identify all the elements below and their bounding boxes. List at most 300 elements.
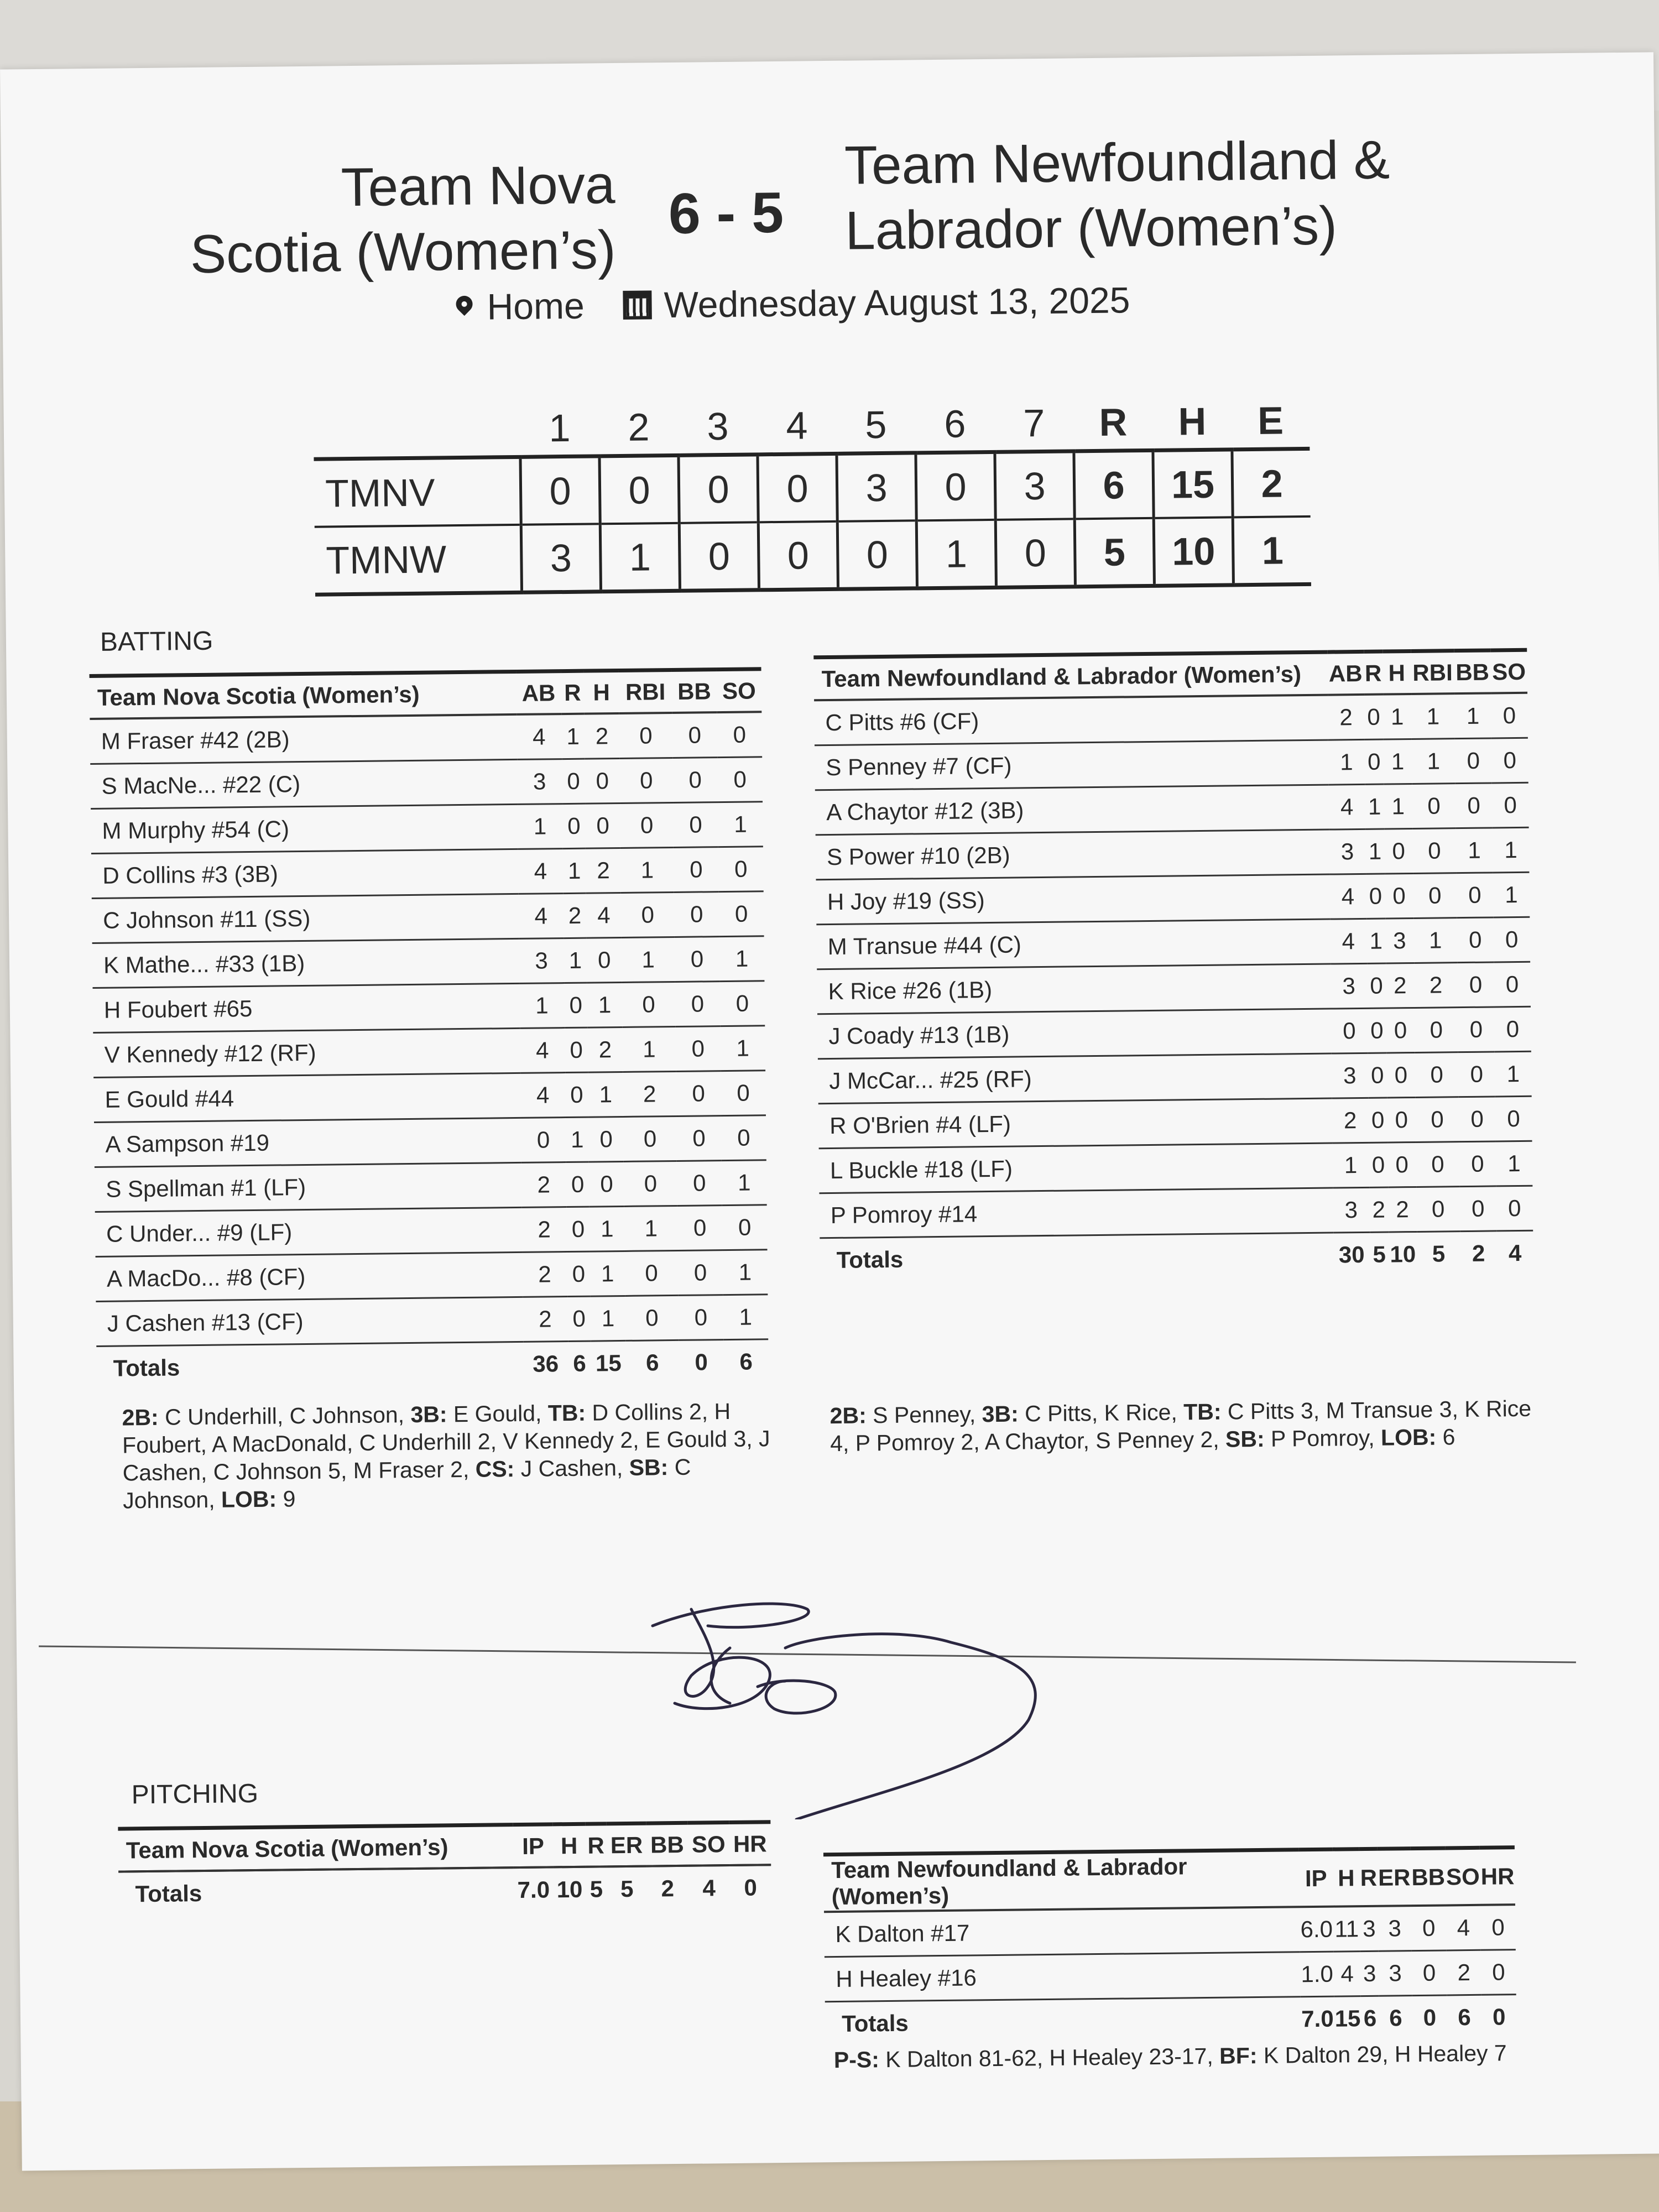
inning-runs: 0 [679,522,759,591]
column-header: R [1364,651,1383,695]
stat-cell: 2 [1388,1187,1417,1232]
player-name: M Murphy #54 (C) [91,804,518,853]
column-header: H [584,671,619,714]
stat-cell: 0 [1457,917,1494,963]
stat-cell: 1 [590,1251,625,1296]
column-header: AB [516,671,561,714]
table-row [92,981,765,1033]
stat-cell: 3 [1378,1906,1412,1951]
player-name: S Spellman #1 (LF) [95,1162,521,1212]
player-name: V Kennedy #12 (RF) [93,1028,520,1077]
totals-cell: 7.0 [1301,2005,1334,2032]
stat-cell: 0 [1495,1096,1532,1141]
stat-cell: 0 [719,981,765,1026]
pitching-table-home [118,1820,771,1916]
column-header: HR [1480,1848,1515,1905]
stat-cell: 0 [1413,873,1457,919]
inning-header: 7 [1022,401,1045,445]
stat-cell: 1 [718,802,763,847]
location-pin-icon [456,296,472,318]
totals-cell: 7.0 [517,1876,550,1903]
column-header: AB [1327,651,1364,695]
table-row [816,917,1530,969]
stat-cell: 1 [519,983,565,1029]
stat-cell: 2 [1328,695,1365,740]
note-key: TB: [547,1400,586,1426]
scoresheet-page [0,52,1659,2171]
player-name: P Pomroy #14 [819,1188,1333,1238]
stat-cell: 1 [719,936,765,982]
stat-cell: 0 [562,759,586,804]
table-row [93,1026,765,1078]
column-header: H [553,1824,586,1867]
stat-cell: 3 [1360,1951,1379,1996]
table-row [90,757,763,809]
stat-cell: 0 [1412,784,1456,829]
calendar-icon [623,290,652,320]
stat-cell: 3 [1333,1187,1370,1233]
inning-runs: 0 [758,453,837,522]
totals-cell: 0 [695,1349,708,1375]
stat-cell: 1.0 [1300,1952,1334,1997]
batting-notes-home [122,1397,775,1514]
column-header: SO [1490,650,1527,693]
line-score-r: 6 [1074,450,1154,519]
totals-label: Totals [841,2010,909,2037]
stat-header-row [813,650,1527,700]
stat-cell: 0 [718,847,764,892]
stat-cell: 0 [1458,1052,1495,1097]
stat-cell: 1 [1366,919,1386,963]
stat-cell: 3 [1360,1906,1378,1952]
table-row [95,1205,768,1257]
inning-header: 5 [865,403,887,446]
inning-header: 3 [707,404,729,448]
totals-row [825,1995,1517,2046]
totals-cell: 10 [556,1876,583,1903]
totals-cell: 5 [1432,1240,1446,1267]
away-team-name: Team Newfoundland & Labrador (Women’s) [844,129,1390,261]
note-key: 2B: [122,1404,159,1431]
table-row [817,1006,1531,1059]
stat-cell: 0 [1364,695,1384,740]
totals-label: Totals [113,1354,180,1381]
stat-cell: 0 [1459,1186,1496,1232]
line-score-row [315,517,1311,594]
totals-cell: 5 [1373,1241,1386,1267]
player-name: H Joy #19 (SS) [816,874,1330,925]
column-header: BB [672,670,717,713]
stat-cell: 0 [675,937,720,982]
stat-cell: 0 [677,1161,722,1206]
stat-cell: 1 [1456,828,1493,873]
note-key: BF: [1219,2043,1258,2069]
stat-cell: 0 [674,847,719,893]
stat-cell: 1 [1384,784,1412,829]
inning-runs: 0 [995,519,1075,587]
stat-cell: 4 [1330,919,1367,964]
stat-cell: 0 [1415,1097,1459,1142]
table-row [824,1905,1516,1957]
column-header: R [1359,1849,1378,1906]
batting-table-home [90,667,769,1390]
stat-cell: 11 [1333,1906,1361,1952]
stat-header-row [118,1822,771,1872]
stat-cell: 1 [1413,918,1457,963]
stat-cell: 0 [564,983,588,1027]
table-row [819,1186,1533,1238]
stat-cell: 1 [1493,872,1530,917]
column-header: R [561,671,585,714]
stat-header-row [823,1848,1515,1912]
stat-cell: 0 [623,1116,677,1161]
player-name: C Under... #9 (LF) [95,1207,522,1256]
stat-cell: 4 [1446,1905,1481,1950]
stat-cell: 0 [621,892,675,937]
stat-cell: 0 [565,1072,589,1117]
stat-cell: 2 [588,1027,623,1072]
line-score-r: 5 [1074,518,1154,587]
table-row [91,802,763,854]
totals-cell: 6 [1363,2005,1377,2032]
inning-header: H [1178,399,1207,443]
stat-cell: 1 [589,1206,625,1251]
stat-cell: 0 [722,1205,768,1250]
stat-cell: 4 [586,893,622,938]
column-header: SO [717,669,762,712]
stat-cell: 3 [1331,963,1368,1009]
batting-table-away [813,648,1533,1282]
stat-cell: 0 [1367,963,1386,1008]
column-header: R [585,1824,607,1867]
totals-cell: 4 [1508,1239,1522,1266]
inning-runs: 0 [599,455,679,524]
stat-cell: 4 [518,894,564,939]
stat-cell: 0 [619,758,673,803]
stat-cell: 0 [721,1071,766,1116]
stat-cell: 0 [585,803,620,848]
inning-header: R [1099,400,1128,444]
totals-cell: 5 [589,1876,603,1902]
column-header: IP [513,1824,554,1867]
column-header: HR [729,1822,771,1865]
stat-cell: 4 [1328,784,1365,830]
note-key: 2B: [830,1402,867,1429]
stat-cell: 0 [721,1115,766,1161]
stat-cell: 3 [1331,1053,1368,1098]
line-score-row [314,448,1310,526]
stat-cell: 3 [517,759,562,805]
pitching-table-away [823,1845,1517,2046]
game-meta [456,279,1130,328]
inning-header: 4 [786,403,808,447]
final-score: 6 - 5 [668,180,784,247]
table-row [91,847,764,899]
team-header: Team Nova Scotia (Women’s) [118,1825,513,1872]
inning-runs: 1 [600,523,680,592]
stat-header-row [90,669,762,719]
stat-cell: 1 [562,848,586,893]
stat-cell: 0 [620,802,674,848]
stat-cell: 0 [1458,1007,1495,1052]
stat-cell: 1 [1496,1141,1533,1186]
stat-cell: 0 [1496,1186,1533,1231]
totals-cell: 2 [661,1875,675,1902]
stat-cell: 0 [1415,1008,1458,1053]
stat-cell: 1 [622,1026,676,1072]
stat-cell: 0 [1480,1905,1516,1950]
stat-cell: 0 [565,1027,588,1072]
stat-cell: 0 [678,1250,723,1296]
player-name: S Penney #7 (CF) [815,740,1328,790]
stat-cell: 1 [1493,827,1530,873]
team-header: Team Nova Scotia (Women’s) [90,671,517,719]
stat-cell: 0 [676,1116,722,1161]
stat-cell: 0 [1459,1097,1496,1142]
stat-cell: 0 [1331,1008,1368,1053]
stat-cell: 0 [672,712,717,758]
team-header: Team Newfoundland & Labrador (Women’s) [823,1850,1300,1912]
stat-cell: 0 [674,892,719,937]
note-key: SB: [629,1454,669,1480]
table-row [95,1160,767,1212]
note-value: 9 [276,1486,296,1512]
line-score-e: 1 [1233,517,1311,585]
inning-header: E [1257,398,1284,442]
stat-cell: 0 [1412,828,1456,874]
stat-cell: 4 [520,1073,566,1118]
stat-cell: 3 [519,938,564,984]
line-score-team: TMNW [315,525,522,594]
stat-cell: 0 [1494,962,1531,1007]
note-value: C Underhill, C Johnson, [158,1402,411,1430]
player-name: K Dalton #17 [824,1907,1300,1957]
stat-cell: 1 [518,804,563,849]
stat-cell: 1 [1495,1051,1532,1097]
stat-cell: 2 [585,713,620,759]
stat-cell: 0 [1385,873,1413,919]
table-row [818,1096,1532,1149]
stat-cell: 2 [1414,963,1458,1008]
stat-cell: 0 [679,1295,724,1340]
stat-cell: 0 [717,712,762,757]
table-row [96,1250,768,1302]
inning-runs: 3 [995,451,1074,520]
totals-cell: 15 [595,1350,622,1376]
column-header: SO [1446,1848,1481,1905]
totals-cell: 6 [1458,2004,1472,2031]
player-name: J McCar... #25 (RF) [818,1053,1332,1104]
table-row [90,712,762,764]
stat-cell: 0 [1411,1905,1447,1950]
stat-cell: 0 [567,1251,591,1296]
team-header: Team Newfoundland & Labrador (Women’s) [813,652,1327,700]
stat-cell: 2 [1332,1098,1369,1143]
stat-cell: 4 [517,714,562,759]
stat-cell: 0 [719,891,764,937]
player-name: R O'Brien #4 (LF) [818,1098,1332,1149]
column-header: ER [607,1823,647,1866]
stat-cell: 0 [1456,873,1493,918]
handwritten-signature [641,1587,1095,1819]
stat-cell: 0 [566,1162,589,1207]
stat-cell: 0 [717,757,763,802]
stat-cell: 1 [1383,694,1412,739]
note-key: 3B: [410,1401,447,1428]
note-value: C Pitts 3, M Transue 3, K Rice 4, P Pomroy 2, A Chaytor, S Penney 2, [830,1395,1532,1457]
table-row [94,1115,766,1167]
player-name: A Chaytor #12 (3B) [815,785,1329,835]
inning-runs: 0 [916,452,995,520]
column-header: H [1332,1849,1360,1907]
stat-cell: 0 [676,1071,721,1117]
stat-cell: 1 [587,982,623,1027]
note-value: 6 [1436,1424,1455,1450]
stat-cell: 0 [567,1296,591,1341]
table-row [818,1051,1532,1104]
totals-label: Totals [836,1246,904,1273]
table-row [817,962,1531,1014]
stat-cell: 0 [1416,1142,1459,1187]
stat-cell: 2 [1386,963,1415,1008]
totals-cell: 15 [1334,2005,1361,2032]
stat-cell: 0 [675,982,721,1027]
totals-row [820,1230,1533,1282]
inning-runs: 1 [916,520,996,588]
stat-cell: 0 [588,1117,624,1162]
player-name: L Buckle #18 (LF) [819,1143,1333,1193]
table-row [814,693,1528,745]
stat-cell: 0 [675,1026,721,1072]
stat-cell: 0 [1386,1052,1415,1098]
table-row [815,782,1529,835]
totals-label: Totals [135,1880,202,1907]
totals-cell: 5 [620,1875,634,1902]
stat-cell: 4 [1333,1952,1361,1997]
batting-notes-away [830,1394,1549,1457]
player-name: M Fraser #42 (2B) [90,714,517,764]
stat-cell: 1 [722,1160,767,1206]
stat-cell: 0 [625,1295,679,1340]
table-row [92,891,764,943]
totals-cell: 4 [702,1875,716,1901]
player-name: S MacNe... #22 (C) [90,759,517,808]
stat-cell: 0 [677,1206,723,1251]
stat-cell: 0 [1366,874,1385,919]
player-name: A Sampson #19 [94,1118,521,1167]
stat-cell: 1 [1365,784,1384,829]
stat-cell: 0 [625,1250,679,1296]
note-value: S Penney, [866,1401,982,1428]
note-value: C Pitts, K Rice, [1018,1399,1184,1427]
stat-cell: 0 [1416,1187,1460,1232]
stat-cell: 0 [1457,962,1494,1008]
stat-cell: 0 [585,758,620,804]
stat-cell: 1 [723,1295,768,1340]
game-location: Home [487,285,585,327]
note-key: P-S: [833,2047,880,2073]
stat-cell: 0 [1364,739,1384,784]
line-score-table [313,393,1311,597]
batting-section-label: BATTING [100,626,213,657]
stat-cell: 2 [1369,1187,1389,1232]
note-key: CS: [475,1456,515,1482]
stat-cell: 2 [586,848,621,893]
stat-cell: 0 [673,802,718,848]
stat-cell: 0 [1481,1950,1516,1995]
player-name: H Foubert #65 [92,983,519,1032]
column-header: BB [1411,1848,1446,1906]
stat-cell: 0 [1412,1950,1447,1996]
note-key: LOB: [221,1486,277,1512]
stat-cell: 0 [1493,917,1530,962]
totals-cell: 6 [739,1348,753,1375]
stat-cell: 0 [1367,1008,1386,1053]
player-name: M Transue #44 (C) [816,919,1330,969]
totals-row [118,1865,771,1916]
totals-cell: 6 [573,1350,586,1376]
stat-cell: 0 [1415,1052,1459,1098]
note-value: K Dalton 29, H Healey 7 [1257,2040,1507,2069]
inning-runs: 0 [837,520,917,589]
table-row [96,1295,768,1347]
stat-cell: 1 [1412,739,1455,784]
home-team-name: Team Nova Scotia (Women’s) [190,154,617,285]
stat-cell: 4 [518,849,564,894]
inning-runs: 3 [837,453,916,521]
stat-cell: 0 [1455,783,1493,828]
stat-cell: 0 [589,1161,624,1207]
stat-cell: 3 [1385,918,1414,963]
column-header: SO [688,1823,730,1866]
stat-cell: 0 [521,1118,566,1163]
stat-cell: 2 [521,1162,566,1208]
stat-cell: 1 [1332,1142,1369,1188]
stat-cell: 1 [588,1072,623,1117]
inning-header: 6 [944,401,966,446]
stat-cell: 1 [1383,739,1412,784]
totals-cell: 0 [1423,2004,1437,2031]
inning-runs: 3 [521,524,601,592]
stat-cell: 0 [1492,782,1529,828]
stat-cell: 0 [1455,738,1492,784]
stat-cell: 1 [1328,739,1365,785]
player-name: J Coady #13 (1B) [817,1009,1331,1059]
player-name: A MacDo... #8 (CF) [96,1252,523,1301]
stat-cell: 0 [1387,1142,1416,1187]
stat-cell: 1 [624,1206,678,1251]
table-row [816,872,1530,925]
line-score-e: 2 [1232,448,1311,517]
player-name: C Pitts #6 (CF) [814,695,1328,745]
table-row [93,1071,766,1123]
note-key: 3B: [982,1401,1019,1427]
note-value: E Gould, [447,1400,549,1427]
stat-cell: 2 [523,1297,568,1342]
player-name: S Power #10 (2B) [816,830,1329,880]
stat-cell: 1 [591,1296,626,1341]
stat-cell: 0 [562,804,586,848]
pitching-section-label: PITCHING [131,1778,259,1810]
inning-header: 1 [549,406,571,450]
note-key: TB: [1183,1399,1222,1425]
stat-cell: 1 [564,938,587,983]
inning-runs: 0 [520,456,600,525]
stat-cell: 0 [1459,1141,1496,1187]
table-row [92,936,765,988]
totals-row [96,1339,769,1390]
player-name: C Johnson #11 (SS) [92,894,519,943]
